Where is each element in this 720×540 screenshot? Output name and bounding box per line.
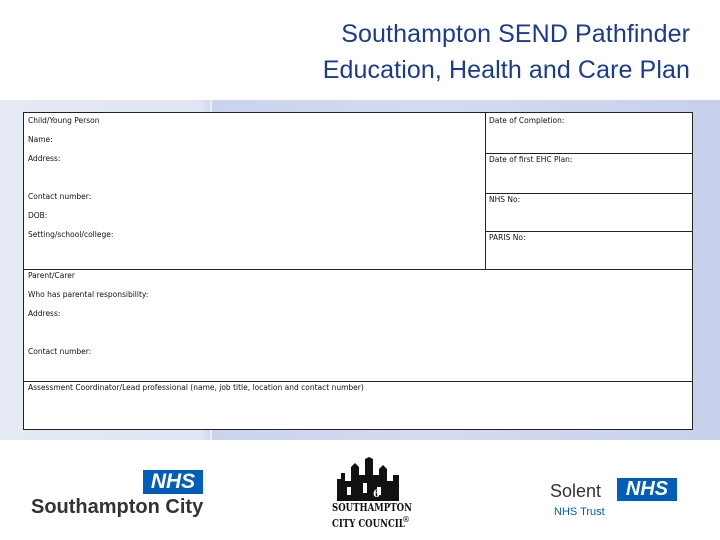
nhs-logo-right	[617, 478, 677, 501]
page-title-line-1: Southampton SEND Pathfinder	[341, 20, 690, 48]
child-dob-field[interactable]: DOB:	[28, 211, 48, 220]
svg-text:6: 6	[373, 489, 380, 500]
council-name-line-1: SOUTHAMPTON	[332, 501, 412, 514]
council-name-line-2-wrap	[332, 514, 425, 532]
date-of-completion-field[interactable]: Date of Completion:	[489, 116, 565, 125]
nhs-logo-right-text: NHS	[625, 478, 669, 500]
parent-address-field[interactable]: Address:	[28, 309, 61, 318]
child-section-border	[24, 269, 692, 270]
date-first-ehc-field[interactable]: Date of first EHC Plan:	[489, 155, 573, 164]
child-contact-field[interactable]: Contact number:	[28, 192, 92, 201]
ehc-plan-form	[23, 112, 693, 430]
first-ehc-row-border	[485, 193, 693, 194]
nhs-logo-left-text: NHS	[150, 470, 196, 493]
council-crest-icon	[333, 455, 405, 503]
coordinator-field[interactable]: Assessment Coordinator/Lead professional (name, job title, location and contact number)	[28, 383, 364, 392]
nhs-logo-left	[143, 470, 203, 494]
nhs-row-border	[485, 231, 693, 232]
council-registered-mark: ®	[402, 515, 410, 524]
parent-contact-field[interactable]: Contact number:	[28, 347, 92, 356]
parent-heading: Parent/Carer	[28, 271, 75, 280]
parental-responsibility-field[interactable]: Who has parental responsibility:	[28, 290, 149, 299]
paris-number-field[interactable]: PARIS No:	[489, 233, 526, 242]
logo-footer	[0, 440, 720, 540]
completion-row-border	[485, 153, 693, 154]
right-column-divider	[485, 113, 486, 270]
solent-trust-text: NHS Trust	[554, 506, 605, 518]
nhs-number-field[interactable]: NHS No:	[489, 195, 521, 204]
page-title-line-2: Education, Health and Care Plan	[322, 56, 690, 84]
council-name-line-2: CITY COUNCIL	[332, 517, 405, 530]
child-address-field[interactable]: Address:	[28, 154, 61, 163]
solent-name-text: Solent	[550, 481, 602, 501]
southampton-city-text: Southampton City	[31, 496, 204, 518]
child-setting-field[interactable]: Setting/school/college:	[28, 230, 114, 239]
child-heading: Child/Young Person	[28, 116, 100, 125]
child-name-field[interactable]: Name:	[28, 135, 53, 144]
parent-section-border	[24, 381, 692, 382]
